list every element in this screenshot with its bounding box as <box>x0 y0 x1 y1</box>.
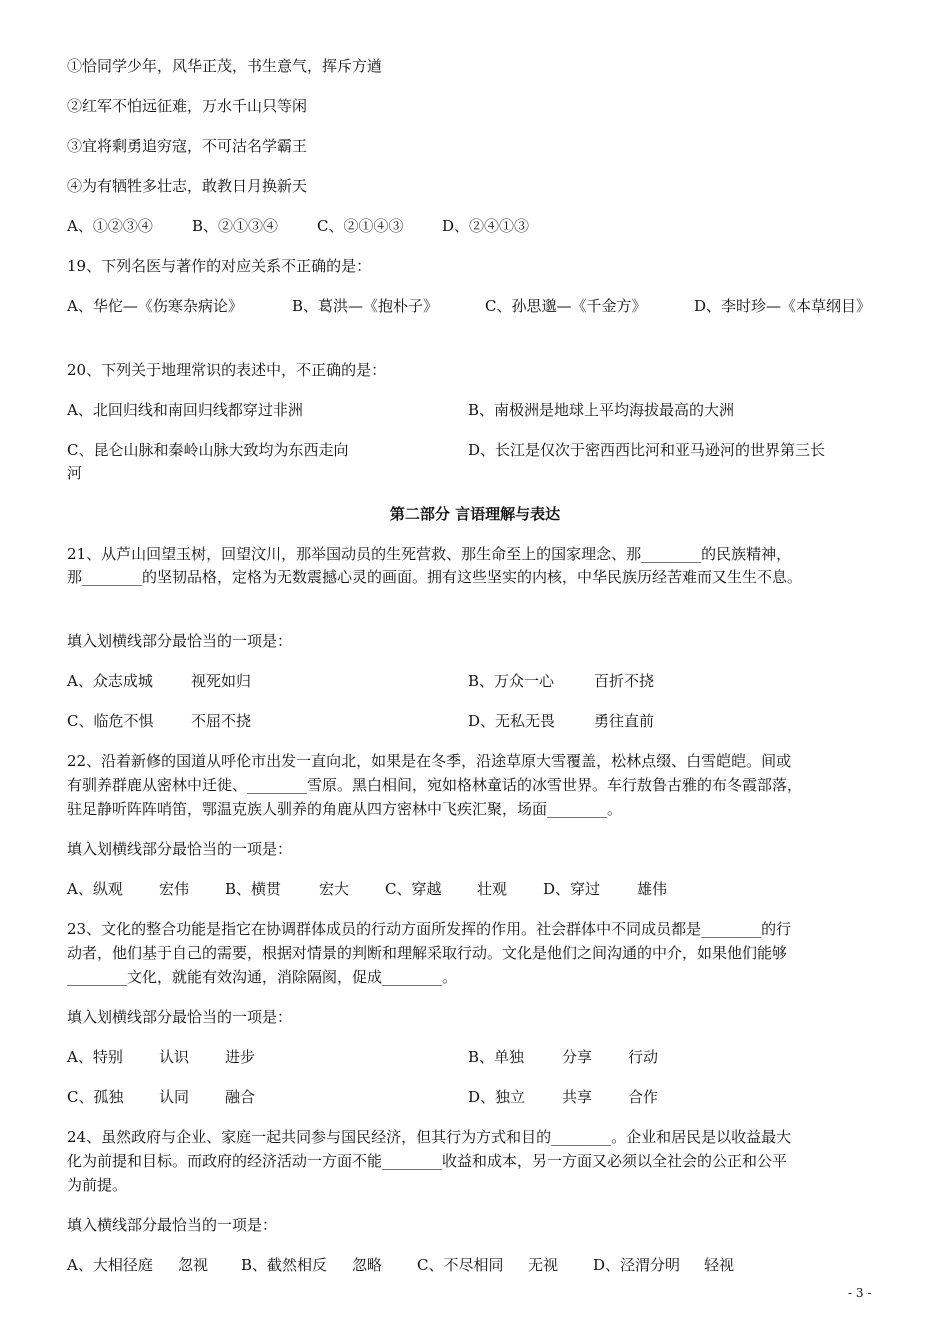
q23-option-d-word-1: D、独立 <box>468 1088 526 1106</box>
q24-option-a-word-2: 忽视 <box>178 1256 209 1274</box>
q22-option-c-word-2: 壮观 <box>477 880 508 898</box>
q23-option-c-word-2: 认同 <box>159 1088 190 1106</box>
q23-option-a <box>67 1047 255 1067</box>
q21-option-c-word-2: 不屈不挠 <box>191 712 252 730</box>
q21-prompt: 填入划横线部分最恰当的一项是： <box>67 632 293 650</box>
q20-option-d-continuation: 河 <box>67 464 83 482</box>
section-title: 第二部分 言语理解与表达 <box>389 505 561 523</box>
q23-stem-line-2: 动者，他们基于自己的需要，根据对情景的判断和理解采取行动。文化是他们之间沟通的中介，如果他们能够 <box>67 944 788 962</box>
q18-option-d: D、②④①③ <box>442 217 530 235</box>
q21-stem-line-2: 那________的坚韧品格，定格为无数震撼心灵的画面。拥有这些坚实的内核，中华民族历经苦难而又生生不息。 <box>67 568 803 586</box>
q19-option-b: B、葛洪—《抱朴子》 <box>292 297 439 315</box>
q23-stem-line-3: ________文化，就能有效沟通，消除隔阂，促成________。 <box>67 968 458 986</box>
q20-stem: 20、下列关于地理常识的表述中，不正确的是： <box>67 361 387 379</box>
q21-option-d <box>468 711 654 731</box>
page-number: - 3 - <box>848 1286 872 1300</box>
q24-option-c-word-1: C、不尽相同 <box>417 1256 504 1274</box>
q24-options <box>67 1255 734 1275</box>
q21-option-b <box>468 671 654 691</box>
q24-stem-line-2: 化为前提和目标。而政府的经济活动一方面不能________收益和成本，另一方面又必须以全社会的公正和公平 <box>67 1152 788 1170</box>
q21-option-a <box>67 671 251 691</box>
q22-option-b-word-2: 宏大 <box>319 880 350 898</box>
q22-option-c-word-1: C、穿越 <box>385 880 442 898</box>
q18-option-c: C、②①④③ <box>317 217 404 235</box>
q20-option-b: B、南极洲是地球上平均海拔最高的大洲 <box>468 401 735 419</box>
q19-option-d: D、李时珍—《本草纲目》 <box>694 297 872 315</box>
q23-option-c-word-1: C、孤独 <box>67 1088 124 1106</box>
q18-item-1: ①恰同学少年，风华正茂，书生意气，挥斥方遒 <box>67 57 383 75</box>
q23-option-a-word-3: 进步 <box>225 1048 256 1066</box>
q24-option-c-word-2: 无视 <box>528 1256 559 1274</box>
q21-option-a-word-1: A、众志成城 <box>67 672 153 690</box>
q23-option-d-word-2: 共享 <box>562 1088 593 1106</box>
q22-option-a-word-2: 宏伟 <box>159 880 190 898</box>
q20-option-c: C、昆仑山脉和秦岭山脉大致均为东西走向 <box>67 441 349 459</box>
q23-option-b-word-1: B、单独 <box>468 1048 525 1066</box>
q23-option-c <box>67 1087 255 1107</box>
q22-option-d-word-1: D、穿过 <box>543 880 601 898</box>
q22-stem-line-2: 有驯养群鹿从密林中迁徙、________雪原。黑白相间，宛如格林童话的冰雪世界。车行敖鲁古雅的布冬霞部落， <box>67 776 803 794</box>
q19-options <box>67 296 871 316</box>
q18-option-b: B、②①③④ <box>192 217 279 235</box>
q23-stem-line-1: 23、文化的整合功能是指它在协调群体成员的行动方面所发挥的作用。社会群体中不同成员都是________的行 <box>67 920 792 938</box>
q21-option-b-word-2: 百折不挠 <box>594 672 655 690</box>
q22-options <box>67 879 667 899</box>
q23-option-d <box>468 1087 658 1107</box>
q22-option-a-word-1: A、纵观 <box>67 880 123 898</box>
q22-prompt: 填入划横线部分最恰当的一项是： <box>67 840 293 858</box>
q22-option-b-word-1: B、横贯 <box>225 880 282 898</box>
q21-stem-line-1: 21、从芦山回望玉树，回望汶川，那举国动员的生死营救、那生命至上的国家理念、那________的民族精神， <box>67 545 792 563</box>
q23-option-a-word-2: 认识 <box>159 1048 190 1066</box>
q23-option-d-word-3: 合作 <box>628 1088 659 1106</box>
q21-option-b-word-1: B、万众一心 <box>468 672 555 690</box>
q19-stem: 19、下列名医与著作的对应关系不正确的是： <box>67 257 372 275</box>
q18-item-3: ③宜将剩勇追穷寇，不可沽名学霸王 <box>67 137 308 155</box>
q18-item-2: ②红军不怕远征难，万水千山只等闲 <box>67 97 308 115</box>
q21-option-d-word-2: 勇往直前 <box>594 712 655 730</box>
q24-stem-line-1: 24、虽然政府与企业、家庭一起共同参与国民经济，但其行为方式和目的________。企业和居民是以收益最大 <box>67 1128 792 1146</box>
q18-option-a: A、①②③④ <box>67 217 153 235</box>
q21-option-d-word-1: D、无私无畏 <box>468 712 556 730</box>
q22-option-d-word-2: 雄伟 <box>637 880 668 898</box>
q24-option-d-word-2: 轻视 <box>704 1256 735 1274</box>
q24-prompt: 填入横线部分最恰当的一项是： <box>67 1216 278 1234</box>
q21-option-c-word-1: C、临危不惧 <box>67 712 154 730</box>
q18-options <box>67 216 529 236</box>
q24-option-b-word-2: 忽略 <box>352 1256 383 1274</box>
q23-option-b <box>468 1047 658 1067</box>
q24-option-a-word-1: A、大相径庭 <box>67 1256 153 1274</box>
q21-option-c <box>67 711 251 731</box>
q21-option-a-word-2: 视死如归 <box>191 672 252 690</box>
q23-prompt: 填入划横线部分最恰当的一项是： <box>67 1008 293 1026</box>
q18-item-4: ④为有牺牲多壮志，敢教日月换新天 <box>67 177 308 195</box>
q23-option-b-word-3: 行动 <box>628 1048 659 1066</box>
q24-stem-line-3: 为前提。 <box>67 1176 128 1194</box>
q23-option-a-word-1: A、特别 <box>67 1048 123 1066</box>
q24-option-d-word-1: D、泾渭分明 <box>593 1256 681 1274</box>
q23-option-c-word-3: 融合 <box>225 1088 256 1106</box>
q22-stem-line-3: 驻足静听阵阵哨笛，鄂温克族人驯养的角鹿从四方密林中飞疾汇聚，场面________。 <box>67 800 623 818</box>
q20-option-a: A、北回归线和南回归线都穿过非洲 <box>67 401 303 419</box>
q22-stem-line-1: 22、沿着新修的国道从呼伦市出发一直向北，如果是在冬季，沿途草原大雪覆盖，松林点缀、白雪皑皑。间或 <box>67 752 792 770</box>
q19-option-a: A、华佗—《伤寒杂病论》 <box>67 297 243 315</box>
q24-option-b-word-1: B、截然相反 <box>241 1256 328 1274</box>
q20-option-d: D、长江是仅次于密西西比河和亚马逊河的世界第三长 <box>468 441 826 459</box>
q23-option-b-word-2: 分享 <box>562 1048 593 1066</box>
q19-option-c: C、孙思邈—《千金方》 <box>485 297 647 315</box>
